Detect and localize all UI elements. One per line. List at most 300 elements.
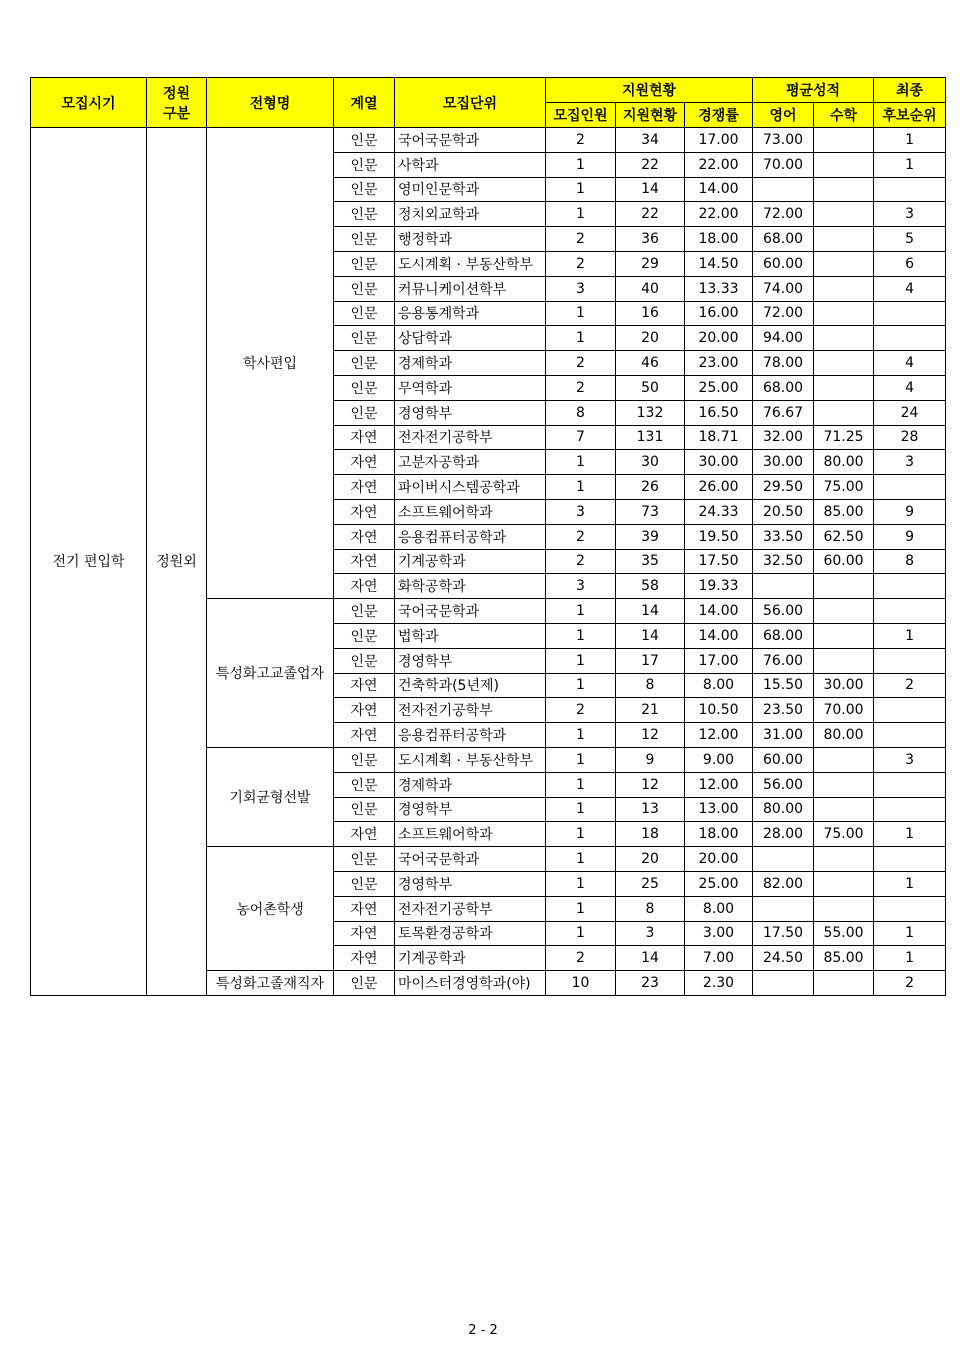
unit-cell: 정치외교학과	[395, 202, 546, 227]
quota-cell: 3	[546, 499, 616, 524]
header-math: 수학	[814, 103, 874, 128]
math-cell	[814, 648, 874, 673]
field-cell: 자연	[334, 921, 395, 946]
math-cell	[814, 276, 874, 301]
unit-cell: 경영학부	[395, 648, 546, 673]
applicants-cell: 22	[616, 152, 685, 177]
english-cell	[753, 971, 814, 996]
field-cell: 인문	[334, 351, 395, 376]
competition-cell: 18.00	[685, 822, 753, 847]
math-cell: 75.00	[814, 822, 874, 847]
quota-cell: 1	[546, 450, 616, 475]
header-competition: 경쟁률	[685, 103, 753, 128]
quota-cell: 1	[546, 475, 616, 500]
quota-cell: 2	[546, 698, 616, 723]
english-cell: 72.00	[753, 301, 814, 326]
applicants-cell: 14	[616, 623, 685, 648]
unit-cell: 국어국문학과	[395, 847, 546, 872]
competition-cell: 20.00	[685, 847, 753, 872]
english-cell: 94.00	[753, 326, 814, 351]
english-cell: 32.00	[753, 425, 814, 450]
table-body	[31, 128, 946, 996]
quota-cell: 2	[546, 128, 616, 153]
header-final-line1: 최종	[874, 78, 946, 103]
competition-cell: 25.00	[685, 871, 753, 896]
competition-cell: 12.00	[685, 772, 753, 797]
header-final-line2: 후보순위	[874, 103, 946, 128]
unit-cell: 상담학과	[395, 326, 546, 351]
english-cell: 31.00	[753, 723, 814, 748]
applicants-cell: 20	[616, 326, 685, 351]
unit-cell: 전자전기공학부	[395, 896, 546, 921]
header-english: 영어	[753, 103, 814, 128]
quota-cell: 1	[546, 177, 616, 202]
field-cell: 자연	[334, 946, 395, 971]
quota-cell: 1	[546, 202, 616, 227]
competition-cell: 17.50	[685, 549, 753, 574]
unit-cell: 건축학과(5년제)	[395, 673, 546, 698]
competition-cell: 12.00	[685, 723, 753, 748]
final-rank-cell	[874, 177, 946, 202]
math-cell: 80.00	[814, 450, 874, 475]
competition-cell: 19.50	[685, 524, 753, 549]
header-unit: 모집단위	[395, 78, 546, 128]
applicants-cell: 25	[616, 871, 685, 896]
english-cell: 32.50	[753, 549, 814, 574]
final-rank-cell: 9	[874, 524, 946, 549]
competition-cell: 22.00	[685, 202, 753, 227]
math-cell	[814, 128, 874, 153]
quota-cell: 1	[546, 723, 616, 748]
math-cell: 62.50	[814, 524, 874, 549]
unit-cell: 파이버시스템공학과	[395, 475, 546, 500]
competition-cell: 24.33	[685, 499, 753, 524]
english-cell	[753, 177, 814, 202]
competition-cell: 13.00	[685, 797, 753, 822]
english-cell: 68.00	[753, 227, 814, 252]
quota-cell: 2	[546, 375, 616, 400]
field-cell: 인문	[334, 599, 395, 624]
final-rank-cell: 2	[874, 673, 946, 698]
english-cell: 30.00	[753, 450, 814, 475]
field-cell: 인문	[334, 326, 395, 351]
applicants-cell: 39	[616, 524, 685, 549]
final-rank-cell: 1	[874, 128, 946, 153]
quota-cell: 2	[546, 524, 616, 549]
applicants-cell: 13	[616, 797, 685, 822]
unit-cell: 응용컴퓨터공학과	[395, 524, 546, 549]
math-cell	[814, 747, 874, 772]
competition-cell: 10.50	[685, 698, 753, 723]
admission-type-cell: 농어촌학생	[207, 847, 334, 971]
quota-cell: 1	[546, 921, 616, 946]
math-cell	[814, 351, 874, 376]
competition-cell: 20.00	[685, 326, 753, 351]
unit-cell: 영미인문학과	[395, 177, 546, 202]
final-rank-cell	[874, 574, 946, 599]
field-cell: 인문	[334, 152, 395, 177]
page-number: 2 - 2	[468, 1323, 498, 1338]
english-cell: 15.50	[753, 673, 814, 698]
final-rank-cell: 9	[874, 499, 946, 524]
field-cell: 자연	[334, 425, 395, 450]
applicants-cell: 36	[616, 227, 685, 252]
field-cell: 자연	[334, 822, 395, 847]
competition-cell: 14.50	[685, 251, 753, 276]
unit-cell: 고분자공학과	[395, 450, 546, 475]
final-rank-cell: 1	[874, 623, 946, 648]
field-cell: 인문	[334, 251, 395, 276]
english-cell: 33.50	[753, 524, 814, 549]
header-quota-type	[147, 78, 207, 128]
unit-cell: 마이스터경영학과(야)	[395, 971, 546, 996]
unit-cell: 국어국문학과	[395, 599, 546, 624]
competition-cell: 17.00	[685, 128, 753, 153]
applicants-cell: 14	[616, 946, 685, 971]
applicants-cell: 3	[616, 921, 685, 946]
competition-cell: 22.00	[685, 152, 753, 177]
competition-cell: 19.33	[685, 574, 753, 599]
quota-cell: 1	[546, 772, 616, 797]
field-cell: 자연	[334, 475, 395, 500]
quota-cell: 1	[546, 896, 616, 921]
unit-cell: 경제학과	[395, 772, 546, 797]
applicants-cell: 14	[616, 599, 685, 624]
applicants-cell: 14	[616, 177, 685, 202]
final-rank-cell: 24	[874, 400, 946, 425]
competition-cell: 8.00	[685, 896, 753, 921]
math-cell	[814, 623, 874, 648]
admission-type-cell: 특성화고졸재직자	[207, 971, 334, 996]
math-cell: 60.00	[814, 549, 874, 574]
field-cell: 인문	[334, 747, 395, 772]
math-cell	[814, 971, 874, 996]
field-cell: 자연	[334, 673, 395, 698]
field-cell: 인문	[334, 847, 395, 872]
admission-type-cell: 기회균형선발	[207, 747, 334, 846]
field-cell: 자연	[334, 896, 395, 921]
field-cell: 인문	[334, 623, 395, 648]
math-cell: 71.25	[814, 425, 874, 450]
quota-cell: 1	[546, 822, 616, 847]
quota-cell: 1	[546, 599, 616, 624]
competition-cell: 16.50	[685, 400, 753, 425]
english-cell: 70.00	[753, 152, 814, 177]
field-cell: 인문	[334, 971, 395, 996]
competition-cell: 8.00	[685, 673, 753, 698]
competition-cell: 14.00	[685, 177, 753, 202]
unit-cell: 소프트웨어학과	[395, 499, 546, 524]
quota-cell: 1	[546, 648, 616, 673]
competition-cell: 18.00	[685, 227, 753, 252]
english-cell: 29.50	[753, 475, 814, 500]
admission-type-cell: 특성화고교졸업자	[207, 599, 334, 748]
competition-cell: 25.00	[685, 375, 753, 400]
quota-cell: 2	[546, 251, 616, 276]
english-cell: 73.00	[753, 128, 814, 153]
competition-cell: 18.71	[685, 425, 753, 450]
math-cell	[814, 251, 874, 276]
english-cell: 23.50	[753, 698, 814, 723]
english-cell: 56.00	[753, 772, 814, 797]
quota-cell: 1	[546, 797, 616, 822]
table-row	[31, 128, 946, 153]
field-cell: 인문	[334, 797, 395, 822]
header-admission-type: 전형명	[207, 78, 334, 128]
unit-cell: 토목환경공학과	[395, 921, 546, 946]
math-cell	[814, 375, 874, 400]
final-rank-cell	[874, 723, 946, 748]
header-quota-type-line1: 정원	[162, 85, 191, 102]
math-cell	[814, 400, 874, 425]
final-rank-cell: 1	[874, 921, 946, 946]
math-cell	[814, 772, 874, 797]
field-cell: 자연	[334, 450, 395, 475]
quota-cell: 8	[546, 400, 616, 425]
final-rank-cell: 6	[874, 251, 946, 276]
applicants-cell: 9	[616, 747, 685, 772]
field-cell: 인문	[334, 202, 395, 227]
applicants-cell: 8	[616, 673, 685, 698]
quota-cell: 2	[546, 227, 616, 252]
field-cell: 자연	[334, 499, 395, 524]
unit-cell: 도시계획 · 부동산학부	[395, 251, 546, 276]
field-cell: 인문	[334, 177, 395, 202]
header-applicants: 지원현황	[616, 103, 685, 128]
header-avg-score: 평균성적	[753, 78, 874, 103]
field-cell: 인문	[334, 227, 395, 252]
unit-cell: 경영학부	[395, 400, 546, 425]
unit-cell: 기계공학과	[395, 946, 546, 971]
applicants-cell: 131	[616, 425, 685, 450]
quota-cell: 1	[546, 871, 616, 896]
english-cell	[753, 574, 814, 599]
competition-cell: 30.00	[685, 450, 753, 475]
unit-cell: 경제학과	[395, 351, 546, 376]
unit-cell: 사학과	[395, 152, 546, 177]
final-rank-cell: 8	[874, 549, 946, 574]
math-cell	[814, 152, 874, 177]
field-cell: 인문	[334, 400, 395, 425]
competition-cell: 3.00	[685, 921, 753, 946]
header-field: 계열	[334, 78, 395, 128]
applicants-cell: 30	[616, 450, 685, 475]
applicants-cell: 21	[616, 698, 685, 723]
admission-results-table	[30, 77, 946, 996]
unit-cell: 법학과	[395, 623, 546, 648]
field-cell: 인문	[334, 128, 395, 153]
math-cell: 30.00	[814, 673, 874, 698]
quota-cell: 2	[546, 946, 616, 971]
math-cell: 85.00	[814, 946, 874, 971]
final-rank-cell	[874, 475, 946, 500]
competition-cell: 26.00	[685, 475, 753, 500]
math-cell	[814, 326, 874, 351]
unit-cell: 국어국문학과	[395, 128, 546, 153]
applicants-cell: 18	[616, 822, 685, 847]
unit-cell: 경영학부	[395, 871, 546, 896]
final-rank-cell	[874, 896, 946, 921]
field-cell: 자연	[334, 549, 395, 574]
applicants-cell: 17	[616, 648, 685, 673]
applicants-cell: 16	[616, 301, 685, 326]
quota-cell: 1	[546, 623, 616, 648]
applicants-cell: 50	[616, 375, 685, 400]
unit-cell: 응용통계학과	[395, 301, 546, 326]
final-rank-cell: 1	[874, 871, 946, 896]
final-rank-cell	[874, 797, 946, 822]
final-rank-cell: 2	[874, 971, 946, 996]
quota-cell: 1	[546, 673, 616, 698]
field-cell: 인문	[334, 375, 395, 400]
math-cell	[814, 896, 874, 921]
final-rank-cell	[874, 301, 946, 326]
quota-type-cell: 정원외	[147, 128, 207, 996]
english-cell: 60.00	[753, 747, 814, 772]
applicants-cell: 73	[616, 499, 685, 524]
competition-cell: 13.33	[685, 276, 753, 301]
final-rank-cell: 3	[874, 450, 946, 475]
math-cell	[814, 227, 874, 252]
applicants-cell: 12	[616, 772, 685, 797]
unit-cell: 전자전기공학부	[395, 425, 546, 450]
field-cell: 인문	[334, 871, 395, 896]
unit-cell: 경영학부	[395, 797, 546, 822]
english-cell: 76.67	[753, 400, 814, 425]
final-rank-cell: 1	[874, 152, 946, 177]
applicants-cell: 26	[616, 475, 685, 500]
quota-cell: 2	[546, 549, 616, 574]
english-cell: 76.00	[753, 648, 814, 673]
applicants-cell: 40	[616, 276, 685, 301]
header-recruit-period: 모집시기	[31, 78, 147, 128]
final-rank-cell: 1	[874, 822, 946, 847]
english-cell: 28.00	[753, 822, 814, 847]
competition-cell: 23.00	[685, 351, 753, 376]
unit-cell: 소프트웨어학과	[395, 822, 546, 847]
competition-cell: 7.00	[685, 946, 753, 971]
final-rank-cell: 5	[874, 227, 946, 252]
competition-cell: 17.00	[685, 648, 753, 673]
applicants-cell: 20	[616, 847, 685, 872]
math-cell: 70.00	[814, 698, 874, 723]
quota-cell: 1	[546, 326, 616, 351]
final-rank-cell: 4	[874, 375, 946, 400]
field-cell: 인문	[334, 301, 395, 326]
math-cell	[814, 797, 874, 822]
applicants-cell: 35	[616, 549, 685, 574]
final-rank-cell	[874, 772, 946, 797]
english-cell: 20.50	[753, 499, 814, 524]
math-cell	[814, 847, 874, 872]
applicants-cell: 22	[616, 202, 685, 227]
quota-cell: 1	[546, 747, 616, 772]
math-cell	[814, 177, 874, 202]
math-cell	[814, 574, 874, 599]
competition-cell: 9.00	[685, 747, 753, 772]
header-quota: 모집인원	[546, 103, 616, 128]
field-cell: 자연	[334, 723, 395, 748]
english-cell: 80.00	[753, 797, 814, 822]
quota-cell: 1	[546, 301, 616, 326]
field-cell: 인문	[334, 648, 395, 673]
competition-cell: 2.30	[685, 971, 753, 996]
english-cell: 24.50	[753, 946, 814, 971]
quota-cell: 1	[546, 152, 616, 177]
math-cell: 85.00	[814, 499, 874, 524]
applicants-cell: 34	[616, 128, 685, 153]
english-cell: 68.00	[753, 375, 814, 400]
final-rank-cell: 1	[874, 946, 946, 971]
math-cell	[814, 871, 874, 896]
applicants-cell: 12	[616, 723, 685, 748]
quota-cell: 3	[546, 574, 616, 599]
english-cell	[753, 847, 814, 872]
unit-cell: 응용컴퓨터공학과	[395, 723, 546, 748]
english-cell: 74.00	[753, 276, 814, 301]
final-rank-cell: 3	[874, 747, 946, 772]
header-application-status: 지원현황	[546, 78, 753, 103]
english-cell: 78.00	[753, 351, 814, 376]
competition-cell: 16.00	[685, 301, 753, 326]
header-quota-type-line2: 구분	[162, 105, 191, 122]
math-cell: 75.00	[814, 475, 874, 500]
english-cell: 60.00	[753, 251, 814, 276]
competition-cell: 14.00	[685, 599, 753, 624]
applicants-cell: 46	[616, 351, 685, 376]
applicants-cell: 132	[616, 400, 685, 425]
final-rank-cell: 4	[874, 276, 946, 301]
applicants-cell: 29	[616, 251, 685, 276]
unit-cell: 기계공학과	[395, 549, 546, 574]
unit-cell: 전자전기공학부	[395, 698, 546, 723]
recruit-period-cell: 전기 편입학	[31, 128, 147, 996]
math-cell: 80.00	[814, 723, 874, 748]
final-rank-cell: 3	[874, 202, 946, 227]
quota-cell: 2	[546, 351, 616, 376]
applicants-cell: 8	[616, 896, 685, 921]
english-cell: 56.00	[753, 599, 814, 624]
unit-cell: 무역학과	[395, 375, 546, 400]
final-rank-cell	[874, 326, 946, 351]
math-cell	[814, 301, 874, 326]
field-cell: 자연	[334, 524, 395, 549]
final-rank-cell	[874, 648, 946, 673]
english-cell: 68.00	[753, 623, 814, 648]
quota-cell: 10	[546, 971, 616, 996]
unit-cell: 화학공학과	[395, 574, 546, 599]
english-cell: 17.50	[753, 921, 814, 946]
math-cell	[814, 599, 874, 624]
quota-cell: 7	[546, 425, 616, 450]
field-cell: 자연	[334, 574, 395, 599]
math-cell	[814, 202, 874, 227]
quota-cell: 3	[546, 276, 616, 301]
final-rank-cell	[874, 599, 946, 624]
field-cell: 자연	[334, 698, 395, 723]
english-cell: 82.00	[753, 871, 814, 896]
unit-cell: 커뮤니케이션학부	[395, 276, 546, 301]
admission-type-cell: 학사편입	[207, 128, 334, 599]
unit-cell: 도시계획 · 부동산학부	[395, 747, 546, 772]
field-cell: 인문	[334, 772, 395, 797]
applicants-cell: 23	[616, 971, 685, 996]
math-cell: 55.00	[814, 921, 874, 946]
english-cell: 72.00	[753, 202, 814, 227]
field-cell: 인문	[334, 276, 395, 301]
quota-cell: 1	[546, 847, 616, 872]
unit-cell: 행정학과	[395, 227, 546, 252]
